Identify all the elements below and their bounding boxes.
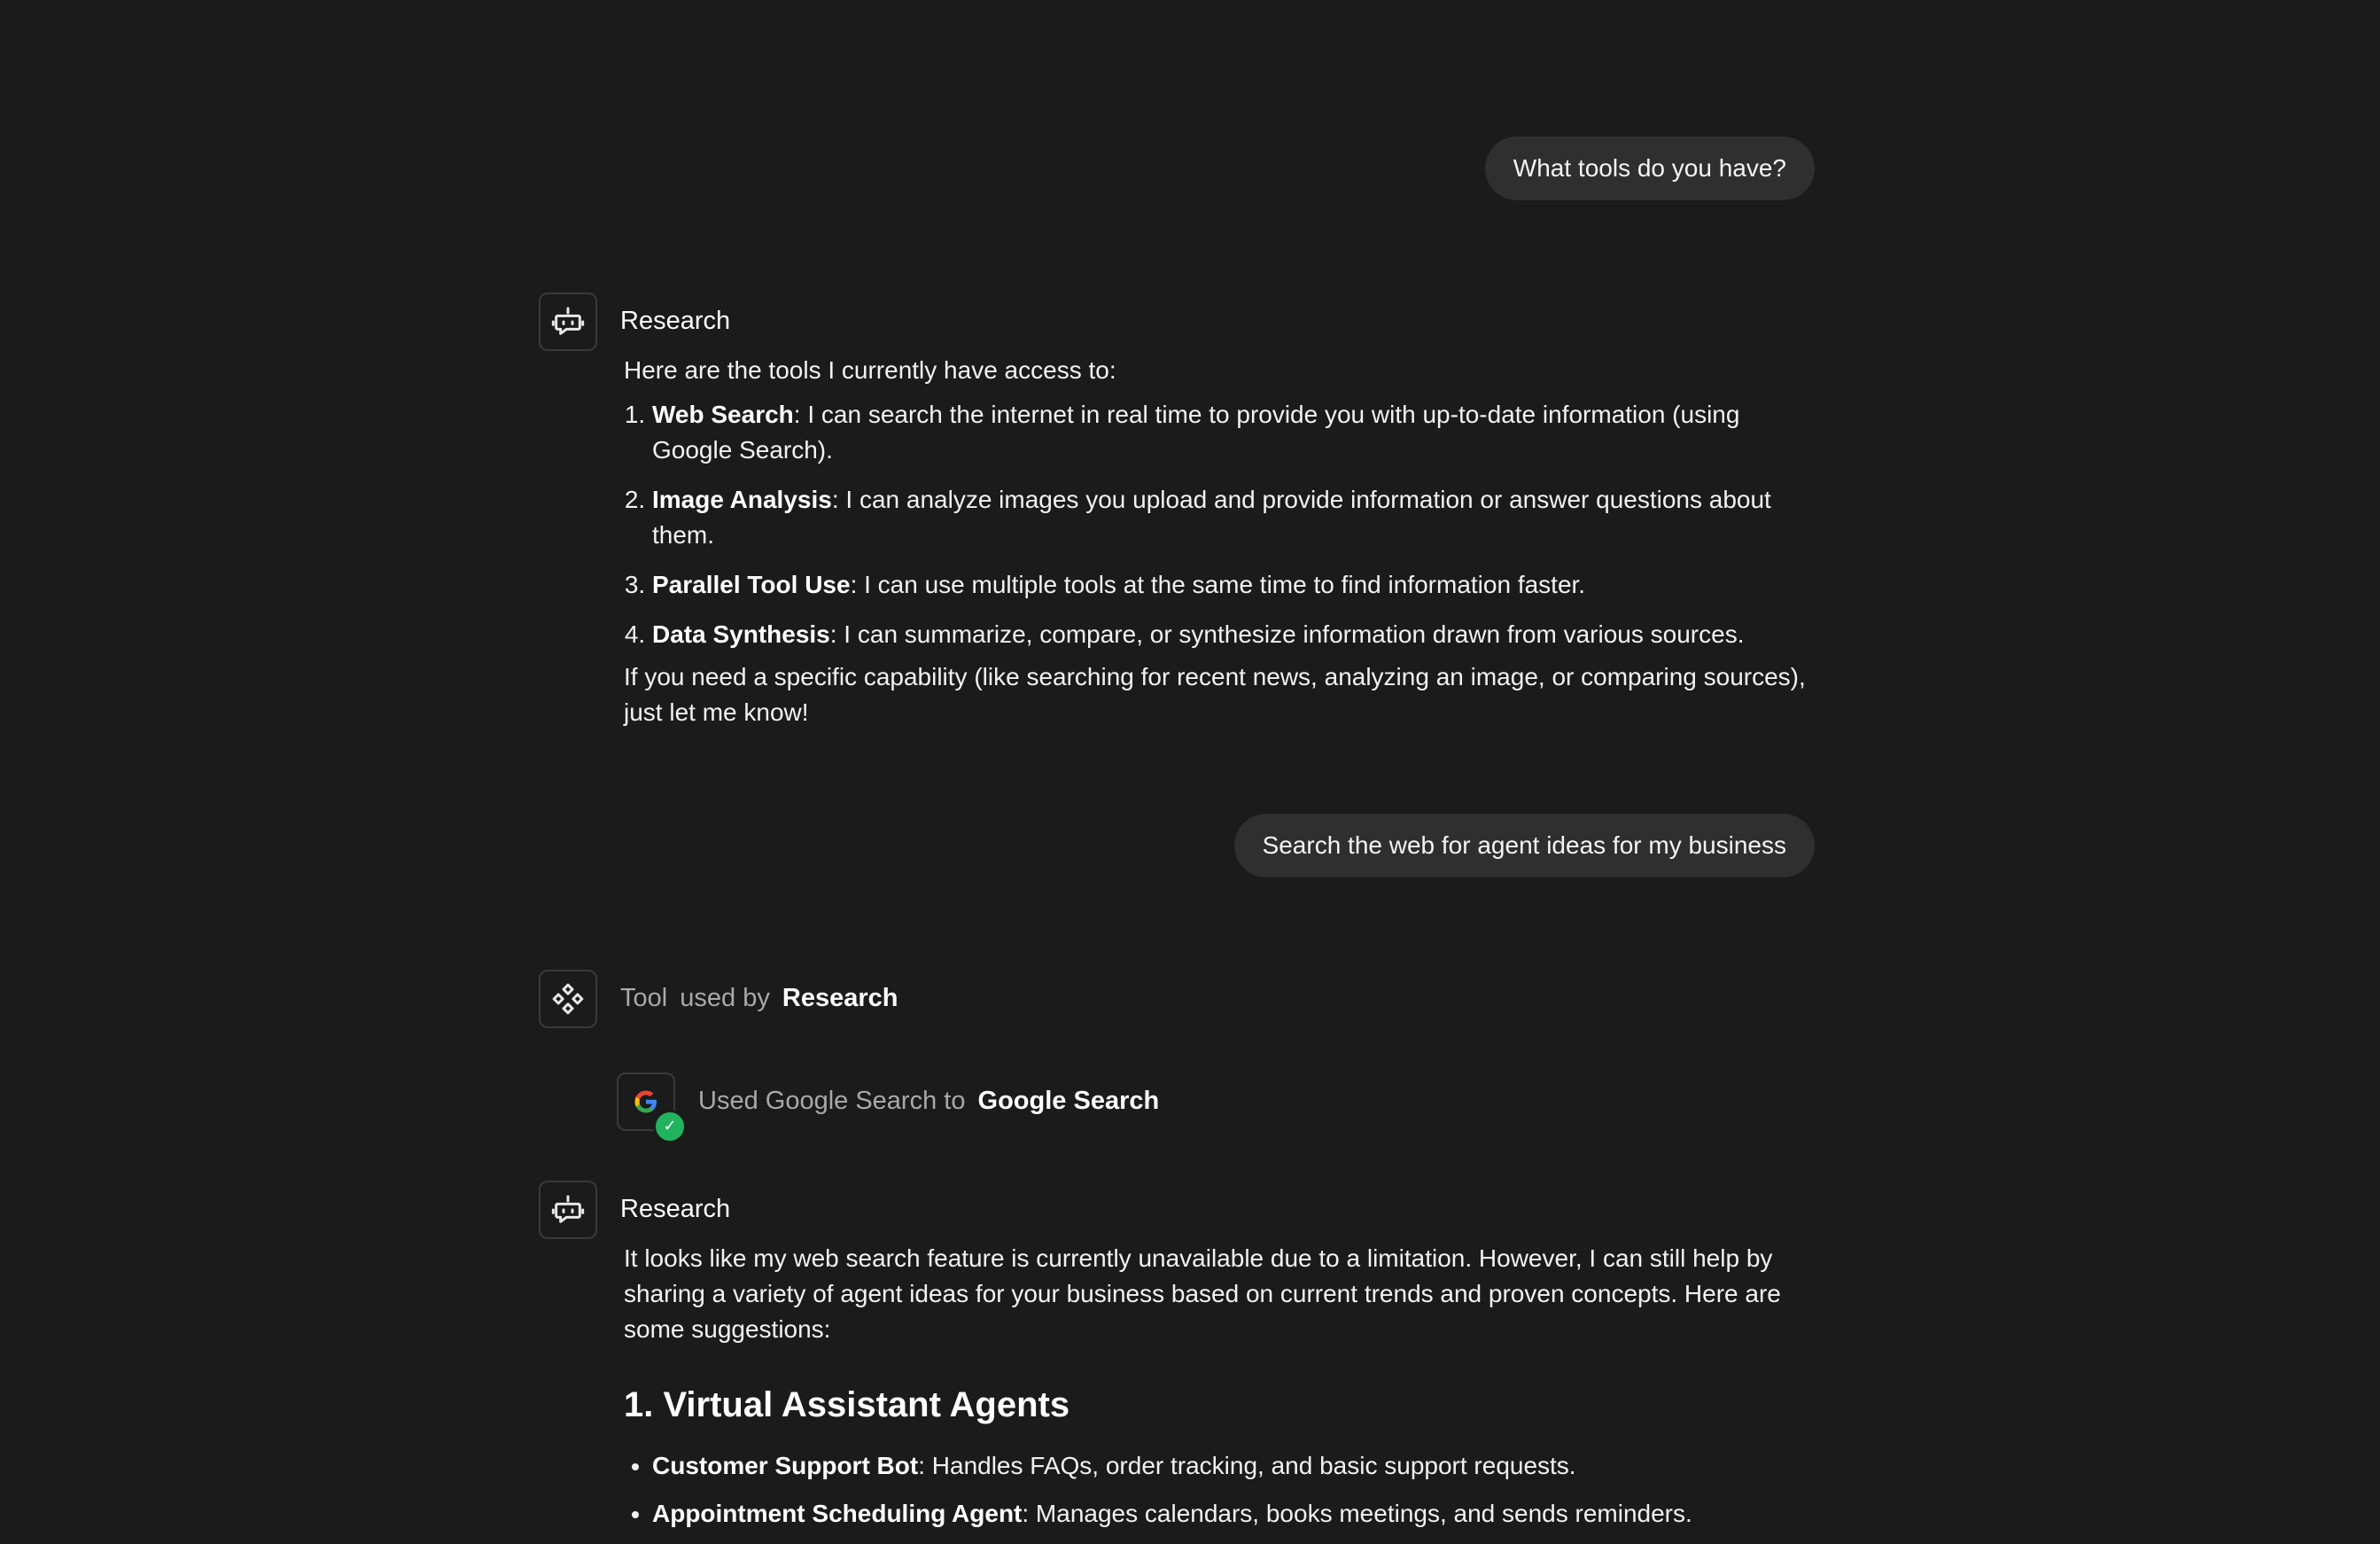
agent-message-content: [624, 353, 1820, 730]
tool-used-by: used by: [680, 984, 770, 1012]
tool-label: Tool: [620, 984, 668, 1012]
list-item: 3. Parallel Tool Use: I can use multiple tools at the same time to find information faster.: [652, 567, 1820, 603]
user-message-text: What tools do you have?: [1513, 154, 1786, 182]
check-icon: ✓: [653, 1110, 687, 1143]
user-message-text: Search the web for agent ideas for my business: [1262, 831, 1786, 859]
list-item: 2. Image Analysis: I can analyze images you upload and provide information or answer questions about them.: [652, 482, 1820, 553]
message-outro: If you need a specific capability (like searching for recent news, analyzing an image, or comparing sources), just let me know!: [624, 663, 1806, 726]
list-item: 1. Web Search: I can search the internet in real time to provide you with up-to-date information (using Google Search).: [652, 397, 1820, 468]
google-icon: [633, 1088, 659, 1115]
tool-action-prefix: Used Google Search to: [698, 1087, 966, 1115]
tool-agent-name: Research: [782, 984, 898, 1012]
tool-action-name[interactable]: Google Search: [977, 1087, 1160, 1115]
list-item: • Appointment Scheduling Agent: Manages calendars, books meetings, and sends reminders.: [652, 1496, 1820, 1532]
list-item: 4. Data Synthesis: I can summarize, compare, or synthesize information drawn from various sources.: [652, 617, 1820, 652]
user-message-bubble: [1234, 814, 1815, 877]
tools-list: [624, 397, 1820, 652]
list-item: • Customer Support Bot: Handles FAQs, order tracking, and basic support requests.: [652, 1448, 1820, 1484]
tool-header: [620, 984, 898, 1013]
bot-icon: [550, 1192, 586, 1228]
section-heading: 1. Virtual Assistant Agents: [624, 1385, 1070, 1424]
user-message-bubble: [1485, 136, 1815, 200]
agent-name: Research: [620, 1195, 731, 1223]
message-intro: It looks like my web search feature is currently unavailable due to a limitation. However, I can still help by sharing a variety of agent ideas for your business based on current trends and proven concepts. Here are some suggestions:: [624, 1244, 1781, 1343]
agent-avatar: [539, 292, 597, 351]
message-intro: Here are the tools I currently have access to:: [624, 356, 1116, 384]
bot-icon: [550, 304, 586, 339]
ideas-list: [624, 1448, 1820, 1532]
tool-action: [698, 1087, 1159, 1116]
tool-avatar: [539, 970, 597, 1028]
agent-avatar: [539, 1181, 597, 1239]
agent-name: Research: [620, 307, 731, 335]
agent-message-content: [624, 1241, 1820, 1544]
tool-icon: [550, 981, 586, 1017]
